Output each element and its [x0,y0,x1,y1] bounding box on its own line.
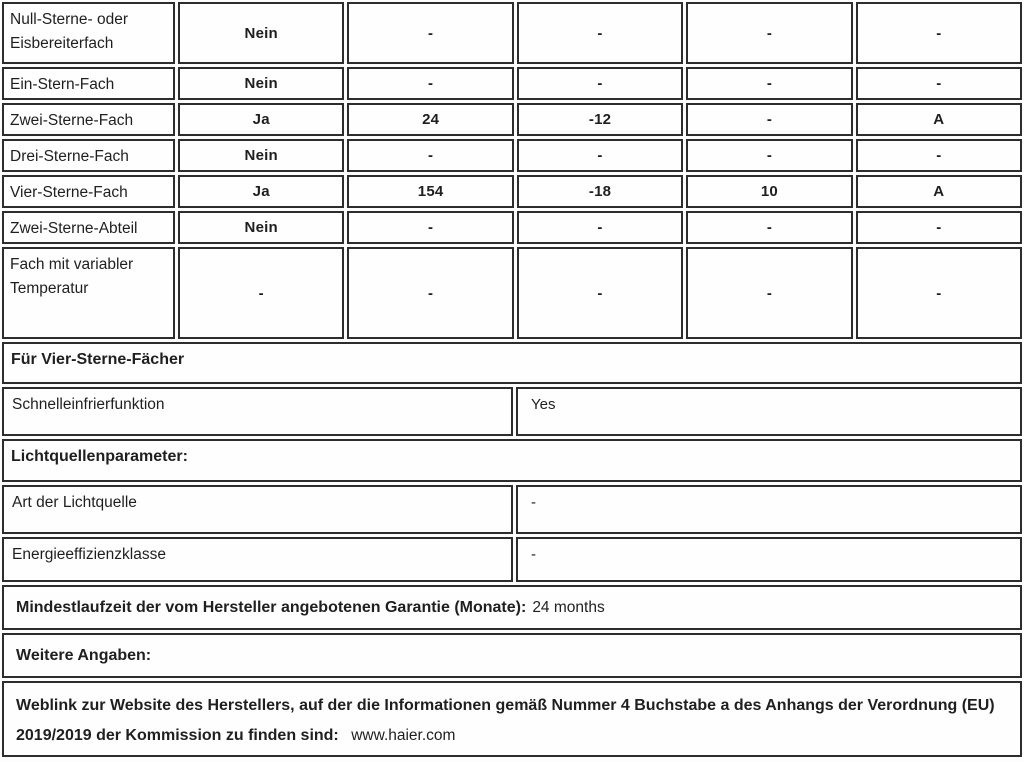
value-cell: -12 [517,103,683,136]
energy-class-label: Energieeffizienzklasse [2,537,513,582]
value-cell: - [517,211,683,244]
quick-freeze-value: Yes [516,387,1022,436]
value-cell: - [856,139,1022,172]
warranty-label: Mindestlaufzeit der vom Hersteller angebotenen Garantie (Monate): [16,598,527,616]
value-cell: - [856,247,1022,339]
value-cell: - [178,247,344,339]
value-cell: - [686,103,852,136]
value-cell: - [686,2,852,64]
value-cell: -18 [517,175,683,208]
row-label-cell: Null-Sterne- oder Eisbereiterfach [2,2,175,64]
quick-freeze-label: Schnelleinfrierfunktion [2,387,513,436]
value-cell: - [856,67,1022,100]
light-source-type-value: - [516,485,1022,534]
value-cell: - [347,2,513,64]
value-cell: - [517,2,683,64]
table-row [2,175,1022,208]
energy-class-row [2,537,1022,582]
compartment-table [2,2,1022,339]
table-row [2,67,1022,100]
value-cell: 24 [347,103,513,136]
quick-freeze-row [2,387,1022,436]
row-label-cell: Fach mit variabler Temperatur [2,247,175,339]
row-label-cell: Drei-Sterne-Fach [2,139,175,172]
table-row [2,211,1022,244]
value-cell: Nein [178,2,344,64]
value-cell: Nein [178,211,344,244]
value-cell: - [517,139,683,172]
value-cell: - [686,211,852,244]
value-cell: - [856,2,1022,64]
value-cell: - [347,139,513,172]
row-label-cell: Ein-Stern-Fach [2,67,175,100]
additional-info-header [2,633,1022,678]
weblink-url: www.haier.com [351,727,456,744]
additional-info-label: Weitere Angaben: [16,646,152,664]
warranty-row [2,585,1022,630]
row-label-cell: Vier-Sterne-Fach [2,175,175,208]
row-label-cell: Zwei-Sterne-Abteil [2,211,175,244]
weblink-label: Weblink zur Website des Herstellers, auf der die Informationen gemäß Nummer 4 Buchstabe a des Anhangs der Verordnung (EU) 2019/2019 der Kommission zu finden sind: [16,697,995,744]
light-source-type-row [2,485,1022,534]
light-source-type-label: Art der Lichtquelle [2,485,513,534]
value-cell: 10 [686,175,852,208]
table-row [2,103,1022,136]
value-cell: A [856,175,1022,208]
value-cell: - [347,211,513,244]
energy-class-value: - [516,537,1022,582]
value-cell: - [347,247,513,339]
value-cell: - [347,67,513,100]
row-label-cell: Zwei-Sterne-Fach [2,103,175,136]
table-row [2,247,1022,339]
value-cell: - [686,139,852,172]
value-cell: - [686,67,852,100]
weblink-row [2,681,1022,757]
section-header-light-source: Lichtquellenparameter: [2,439,1022,482]
value-cell: Ja [178,175,344,208]
value-cell: - [856,211,1022,244]
table-row [2,139,1022,172]
value-cell: Nein [178,139,344,172]
value-cell: 154 [347,175,513,208]
value-cell: - [517,247,683,339]
value-cell: Ja [178,103,344,136]
value-cell: - [517,67,683,100]
value-cell: - [686,247,852,339]
table-row [2,2,1022,64]
warranty-value: 24 months [532,598,605,616]
section-header-four-star: Für Vier-Sterne-Fächer [2,342,1022,384]
value-cell: Nein [178,67,344,100]
value-cell: A [856,103,1022,136]
